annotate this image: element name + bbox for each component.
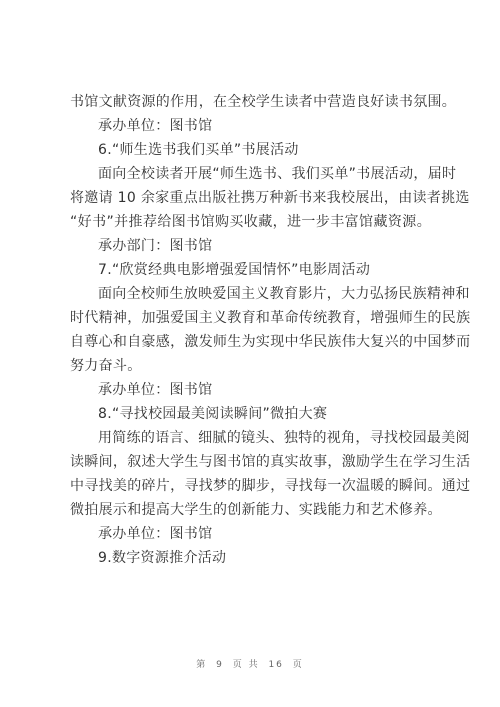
paragraph-line: 用简练的语言、细腻的镜头、独特的视角，寻找校园最美阅 bbox=[98, 430, 470, 446]
section-heading: 6.“师生选书我们买单”书展活动 bbox=[98, 142, 299, 158]
organizer-line: 承办单位：图书馆 bbox=[98, 382, 213, 398]
section-heading: 7.“欣赏经典电影增强爱国情怀”电影周活动 bbox=[98, 262, 371, 278]
organizer-line: 承办部门：图书馆 bbox=[98, 238, 213, 254]
paragraph-line: 努力奋斗。 bbox=[70, 358, 142, 374]
page-label-mid: 页 共 bbox=[232, 660, 260, 670]
document-body bbox=[70, 90, 471, 570]
paragraph-line: 中寻找美的碎片，寻找梦的脚步，寻找每一次温暖的瞬间。通过 bbox=[70, 478, 471, 494]
paragraph-line: 自尊心和自豪感，激发师生为实现中华民族伟大复兴的中国梦而 bbox=[70, 334, 471, 350]
organizer-line: 承办单位：图书馆 bbox=[98, 526, 213, 542]
paragraph-line: 面向全校师生放映爱国主义教育影片，大力弘扬民族精神和 bbox=[98, 286, 470, 302]
paragraph-line: “好书”并推荐给图书馆购买收藏，进一步丰富馆藏资源。 bbox=[70, 214, 431, 230]
paragraph-line: 面向全校读者开展“师生选书、我们买单”书展活动，届时 bbox=[98, 166, 457, 182]
paragraph-line: 时代精神，加强爱国主义教育和革命传统教育，增强师生的民族 bbox=[70, 310, 471, 326]
page-label-suffix: 页 bbox=[292, 660, 304, 670]
organizer-line: 承办单位：图书馆 bbox=[98, 118, 213, 134]
paragraph-line: 将邀请 10 余家重点出版社携万种新书来我校展出，由读者挑选 bbox=[70, 190, 470, 206]
page-footer bbox=[0, 657, 500, 670]
paragraph-line: 书馆文献资源的作用，在全校学生读者中营造良好读书氛围。 bbox=[70, 94, 457, 110]
section-heading: 8.“寻找校园最美阅读瞬间”微拍大赛 bbox=[98, 406, 328, 422]
paragraph-line: 读瞬间，叙述大学生与图书馆的真实故事，激励学生在学习生活 bbox=[70, 454, 471, 470]
paragraph-line: 微拍展示和提高大学生的创新能力、实践能力和艺术修养。 bbox=[70, 502, 442, 518]
page-label-prefix: 第 bbox=[196, 660, 208, 670]
page-current-number: 9 bbox=[216, 660, 224, 670]
page-total-number: 16 bbox=[268, 660, 284, 670]
section-heading: 9.数字资源推介活动 bbox=[98, 550, 227, 566]
